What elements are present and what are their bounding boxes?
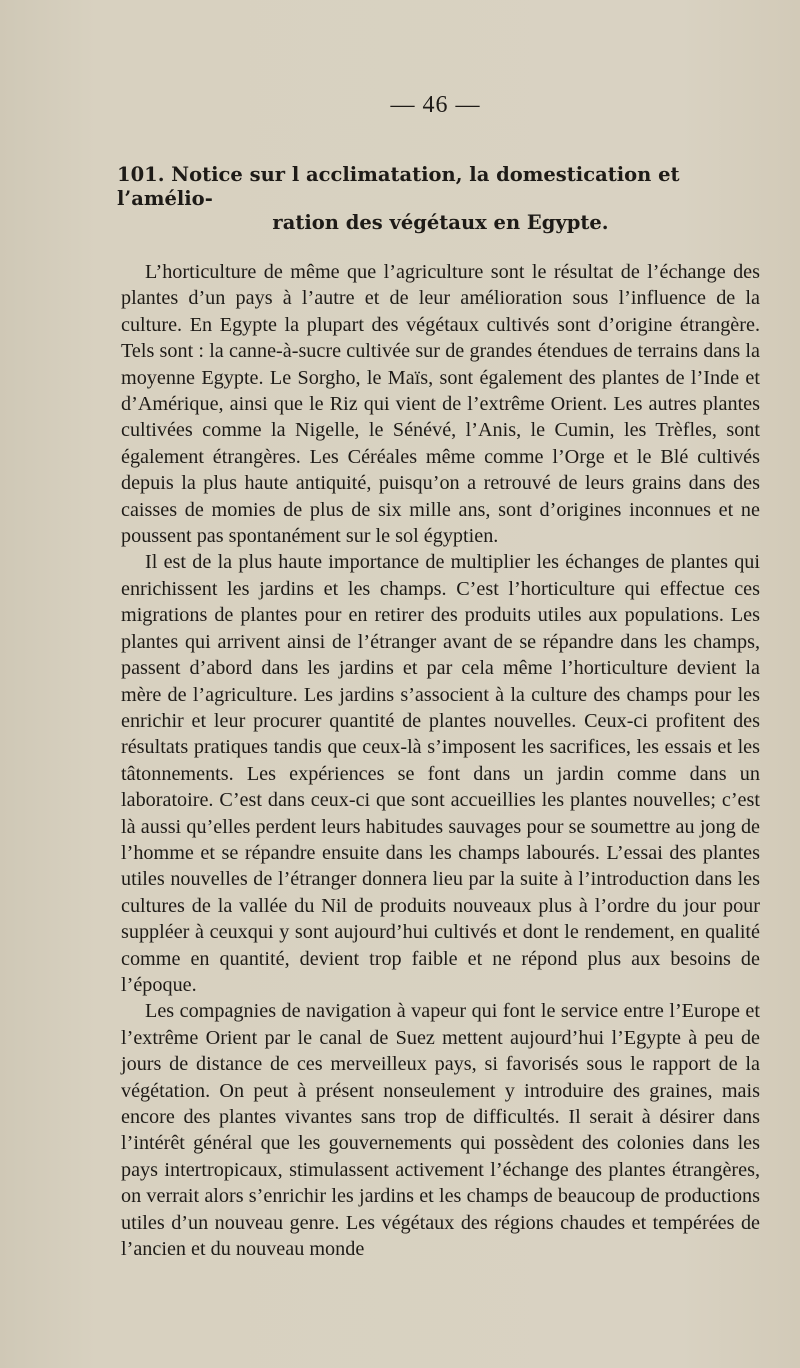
paragraph-1: L’horticulture de même que l’agriculture sont le résultat de l’échange des plantes d’un pays à l’autre et de leur amélioration sous l’influence de la culture. En Egypte la plupart des végétaux cultivés sont d’origine étrangère. Tels sont : la canne-à-sucre cultivée sur de grandes étendues de terrains dans la moyenne Egypte. Le Sorgho, le Maïs, sont également des plantes de l’Inde et d’Amérique, ainsi que le Riz qui vient de l’extrême Orient. Les autres plantes cultivées comme la Nigelle, le Sénévé, l’Anis, le Cumin, les Trèfles, sont également étrangères. Les Céréales même comme l’Orge et le Blé cultivés depuis la plus haute antiquité, puisqu’on a retrouvé de leurs grains dans des caisses de momies de plus de six mille ans, sont d’origines inconnues et ne poussent pas spontanément sur le sol égyptien. (121, 261, 760, 548)
page-number: — 46 — (390, 92, 481, 118)
paragraph-3: Les compagnies de navigation à vapeur qui font le service entre l’Europe et l’extrême Orient par le canal de Suez mettent aujourd’hui l’Egypte à peu de jours de distance de ces merveilleux pays, si favorisés sous le rapport de la végétation. On peut à présent nonseulement y introduire des graines, mais encore des plantes vivantes sans trop de difficultés. Il serait à désirer dans l’intérêt général que les gouvernements qui possèdent des colonies dans les pays intertropicaux, stimulassent activement l’échange des plantes étrangères, on verrait alors s’enrichir les jardins et les champs de beaucoup de productions utiles d’un nouveau genre. Les végétaux des régions chaudes et tempérées de l’ancien et du nouveau monde (121, 1000, 760, 1261)
body-text (121, 259, 760, 1262)
section-heading-line-1: 101. Notice sur l acclimatation, la domestication et l’amélio- (117, 163, 680, 210)
section-heading (117, 163, 760, 235)
paragraph-2: Il est de la plus haute importance de multiplier les échanges de plantes qui enrichissent les jardins et les champs. C’est l’horticulture qui effectue ces migrations de plantes pour en retirer des produits utiles aux populations. Les plantes qui arrivent ainsi de l’étranger avant de se répandre dans les champs, passent d’abord dans les jardins et par cela même l’horticulture devient la mère de l’agriculture. Les jardins s’associent à la culture des champs pour les enrichir et leur procurer quantité de plantes nouvelles. Ceux-ci profitent des résultats pratiques tandis que ceux-là s’imposent les sacrifices, les essais et les tâtonnements. Les expériences se font dans un jardin comme dans un laboratoire. C’est dans ceux-ci que sont accueillies les plantes nouvelles; c’est là aussi qu’elles perdent leurs habitudes sauvages pour se soumettre au jong de l’homme et se répandre ensuite dans les champs labourés. L’essai des plantes utiles nouvelles de l’étranger donnera lieu par la suite à l’introduction dans les cultures de la vallée du Nil de produits nouveaux plus à l’ordre du jour pour suppléer à ceuxqui y sont aujourd’hui cultivés et dont le rendement, en qualité comme en quantité, devient trop faible et ne répond plus aux besoins de l’époque. (121, 551, 760, 996)
section-heading-line-2: ration des végétaux en Egypte. (272, 211, 609, 234)
